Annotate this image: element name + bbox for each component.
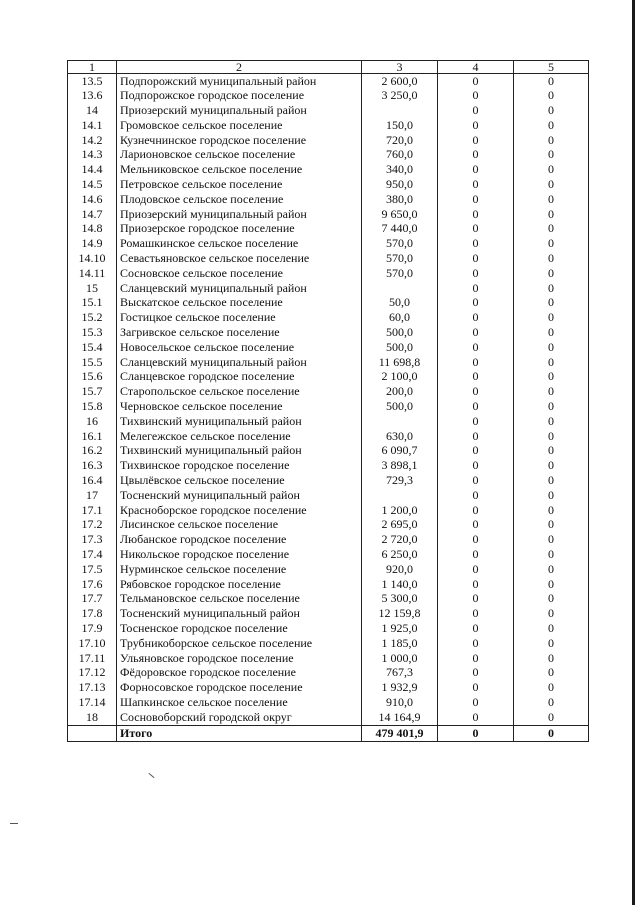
row-name: Ульяновское городское поселение (117, 651, 362, 666)
row-col4: 0 (438, 474, 514, 489)
table-row (68, 459, 589, 474)
row-number: 17.5 (68, 562, 117, 577)
row-name: Петровское сельское поселение (117, 178, 362, 193)
row-name: Красноборское городское поселение (117, 503, 362, 518)
column-header: 3 (362, 61, 438, 74)
row-number: 15.7 (68, 385, 117, 400)
row-col5: 0 (514, 429, 589, 444)
row-col5: 0 (514, 651, 589, 666)
row-amount (362, 488, 438, 503)
row-col4: 0 (438, 163, 514, 178)
row-name: Сосновоборский городской округ (117, 710, 362, 725)
row-col4: 0 (438, 607, 514, 622)
table-row (68, 178, 589, 193)
table-row (68, 636, 589, 651)
row-col5: 0 (514, 148, 589, 163)
row-col4: 0 (438, 577, 514, 592)
row-name: Никольское городское поселение (117, 548, 362, 563)
row-number: 17.9 (68, 621, 117, 636)
table-row (68, 296, 589, 311)
row-name: Тельмановское сельское поселение (117, 592, 362, 607)
row-number: 14.11 (68, 266, 117, 281)
row-col5: 0 (514, 533, 589, 548)
table-row (68, 533, 589, 548)
table-row (68, 74, 589, 89)
table-row (68, 681, 589, 696)
row-amount: 11 698,8 (362, 355, 438, 370)
table-row (68, 414, 589, 429)
row-col4: 0 (438, 488, 514, 503)
row-number: 17.13 (68, 681, 117, 696)
table-row (68, 488, 589, 503)
row-amount (362, 104, 438, 119)
row-amount: 570,0 (362, 237, 438, 252)
row-col5: 0 (514, 326, 589, 341)
row-col4: 0 (438, 237, 514, 252)
row-name: Тихвинский муниципальный район (117, 414, 362, 429)
row-name: Трубникоборское сельское поселение (117, 636, 362, 651)
row-number: 17.1 (68, 503, 117, 518)
row-name: Цвылёвское сельское поселение (117, 474, 362, 489)
row-name: Лисинское сельское поселение (117, 518, 362, 533)
row-col4: 0 (438, 503, 514, 518)
row-col5: 0 (514, 666, 589, 681)
row-name: Кузнечнинское городское поселение (117, 133, 362, 148)
row-number: 15.4 (68, 340, 117, 355)
table-row (68, 503, 589, 518)
row-amount: 2 600,0 (362, 74, 438, 89)
table-row (68, 592, 589, 607)
table-row (68, 385, 589, 400)
row-name: Громовское сельское поселение (117, 118, 362, 133)
row-amount: 720,0 (362, 133, 438, 148)
row-amount: 760,0 (362, 148, 438, 163)
row-col5: 0 (514, 695, 589, 710)
row-name: Гостицкое сельское поселение (117, 311, 362, 326)
row-name: Тосненский муниципальный район (117, 607, 362, 622)
table-row (68, 266, 589, 281)
row-col4: 0 (438, 192, 514, 207)
row-amount (362, 414, 438, 429)
total-row (68, 726, 589, 742)
row-col4: 0 (438, 104, 514, 119)
row-col4: 0 (438, 429, 514, 444)
row-name: Сланцевский муниципальный район (117, 355, 362, 370)
row-amount: 1 000,0 (362, 651, 438, 666)
row-col5: 0 (514, 178, 589, 193)
row-col4: 0 (438, 548, 514, 563)
row-name: Ромашкинское сельское поселение (117, 237, 362, 252)
row-col5: 0 (514, 636, 589, 651)
row-col5: 0 (514, 133, 589, 148)
total-number-cell (68, 726, 117, 742)
table-row (68, 281, 589, 296)
table-footer (68, 726, 589, 742)
row-name: Сланцевский муниципальный район (117, 281, 362, 296)
row-number: 14.5 (68, 178, 117, 193)
row-col4: 0 (438, 533, 514, 548)
row-name: Старопольское сельское поселение (117, 385, 362, 400)
row-col4: 0 (438, 636, 514, 651)
row-number: 17.3 (68, 533, 117, 548)
row-number: 16.1 (68, 429, 117, 444)
row-col5: 0 (514, 89, 589, 104)
total-amount: 479 401,9 (362, 726, 438, 742)
row-name: Плодовское сельское поселение (117, 192, 362, 207)
row-col4: 0 (438, 178, 514, 193)
row-number: 15.8 (68, 400, 117, 415)
row-name: Приозерский муниципальный район (117, 207, 362, 222)
table-row (68, 163, 589, 178)
table-row (68, 710, 589, 725)
row-amount: 1 925,0 (362, 621, 438, 636)
row-amount: 500,0 (362, 326, 438, 341)
row-col4: 0 (438, 651, 514, 666)
row-number: 17.8 (68, 607, 117, 622)
row-col5: 0 (514, 592, 589, 607)
row-amount: 380,0 (362, 192, 438, 207)
row-col5: 0 (514, 710, 589, 725)
row-col4: 0 (438, 592, 514, 607)
row-col5: 0 (514, 163, 589, 178)
row-col4: 0 (438, 444, 514, 459)
row-amount: 6 090,7 (362, 444, 438, 459)
row-number: 14.4 (68, 163, 117, 178)
row-amount: 60,0 (362, 311, 438, 326)
row-name: Подпорожский муниципальный район (117, 74, 362, 89)
row-amount: 1 185,0 (362, 636, 438, 651)
row-amount: 920,0 (362, 562, 438, 577)
row-amount: 7 440,0 (362, 222, 438, 237)
row-col5: 0 (514, 370, 589, 385)
row-number: 15.1 (68, 296, 117, 311)
row-number: 17.14 (68, 695, 117, 710)
row-col5: 0 (514, 548, 589, 563)
row-amount: 630,0 (362, 429, 438, 444)
row-col4: 0 (438, 74, 514, 89)
row-number: 13.5 (68, 74, 117, 89)
row-col5: 0 (514, 503, 589, 518)
row-name: Выскатское сельское поселение (117, 296, 362, 311)
column-header: 5 (514, 61, 589, 74)
row-number: 16.4 (68, 474, 117, 489)
row-col5: 0 (514, 414, 589, 429)
row-amount: 12 159,8 (362, 607, 438, 622)
row-col5: 0 (514, 222, 589, 237)
row-col5: 0 (514, 296, 589, 311)
scan-mark (10, 823, 18, 824)
row-col5: 0 (514, 474, 589, 489)
row-col5: 0 (514, 607, 589, 622)
row-amount: 340,0 (362, 163, 438, 178)
row-name: Подпорожское городское поселение (117, 89, 362, 104)
row-col5: 0 (514, 385, 589, 400)
row-col4: 0 (438, 148, 514, 163)
row-number: 17.6 (68, 577, 117, 592)
row-number: 16 (68, 414, 117, 429)
row-col4: 0 (438, 370, 514, 385)
row-number: 17.12 (68, 666, 117, 681)
row-name: Тосненский муниципальный район (117, 488, 362, 503)
row-amount: 9 650,0 (362, 207, 438, 222)
row-number: 14.10 (68, 252, 117, 267)
row-col5: 0 (514, 400, 589, 415)
table-row (68, 192, 589, 207)
row-col4: 0 (438, 266, 514, 281)
row-name: Мелегежское сельское поселение (117, 429, 362, 444)
row-number: 14.1 (68, 118, 117, 133)
row-col4: 0 (438, 207, 514, 222)
row-col4: 0 (438, 311, 514, 326)
row-number: 15.2 (68, 311, 117, 326)
table-row (68, 474, 589, 489)
row-col5: 0 (514, 104, 589, 119)
table-row (68, 311, 589, 326)
row-col4: 0 (438, 385, 514, 400)
row-col4: 0 (438, 252, 514, 267)
row-amount: 910,0 (362, 695, 438, 710)
row-col4: 0 (438, 621, 514, 636)
row-number: 17.7 (68, 592, 117, 607)
table-row (68, 148, 589, 163)
table-body (68, 74, 589, 726)
row-name: Черновское сельское поселение (117, 400, 362, 415)
table-row (68, 400, 589, 415)
table-row (68, 222, 589, 237)
row-col5: 0 (514, 518, 589, 533)
row-name: Новосельское сельское поселение (117, 340, 362, 355)
row-number: 14.2 (68, 133, 117, 148)
row-col5: 0 (514, 577, 589, 592)
total-label: Итого (117, 726, 362, 742)
row-number: 14.3 (68, 148, 117, 163)
row-name: Мельниковское сельское поселение (117, 163, 362, 178)
row-number: 17.11 (68, 651, 117, 666)
table-row (68, 666, 589, 681)
row-amount: 50,0 (362, 296, 438, 311)
table-header (68, 61, 589, 74)
row-col5: 0 (514, 681, 589, 696)
row-amount (362, 281, 438, 296)
row-col4: 0 (438, 518, 514, 533)
row-col4: 0 (438, 681, 514, 696)
table-row (68, 207, 589, 222)
row-col5: 0 (514, 192, 589, 207)
table-row (68, 104, 589, 119)
row-amount: 2 720,0 (362, 533, 438, 548)
row-amount: 2 695,0 (362, 518, 438, 533)
table-row (68, 607, 589, 622)
row-col4: 0 (438, 296, 514, 311)
table-row (68, 340, 589, 355)
row-col4: 0 (438, 400, 514, 415)
table-row (68, 370, 589, 385)
row-number: 15.6 (68, 370, 117, 385)
row-number: 14.9 (68, 237, 117, 252)
row-col5: 0 (514, 237, 589, 252)
row-amount: 150,0 (362, 118, 438, 133)
row-col5: 0 (514, 488, 589, 503)
table-row (68, 444, 589, 459)
row-name: Севастьяновское сельское поселение (117, 252, 362, 267)
row-col5: 0 (514, 266, 589, 281)
row-amount: 570,0 (362, 266, 438, 281)
row-number: 15.5 (68, 355, 117, 370)
table-row (68, 355, 589, 370)
column-header: 1 (68, 61, 117, 74)
total-col5: 0 (514, 726, 589, 742)
page-edge (632, 0, 635, 905)
scan-mark (148, 773, 154, 778)
row-col5: 0 (514, 74, 589, 89)
row-name: Нурминское сельское поселение (117, 562, 362, 577)
row-amount: 2 100,0 (362, 370, 438, 385)
row-col5: 0 (514, 252, 589, 267)
table-row (68, 133, 589, 148)
row-amount: 200,0 (362, 385, 438, 400)
row-number: 17.10 (68, 636, 117, 651)
row-name: Любанское городское поселение (117, 533, 362, 548)
row-number: 14 (68, 104, 117, 119)
row-number: 15.3 (68, 326, 117, 341)
row-col4: 0 (438, 222, 514, 237)
table-row (68, 548, 589, 563)
row-number: 16.2 (68, 444, 117, 459)
table-row (68, 562, 589, 577)
row-number: 14.8 (68, 222, 117, 237)
row-col5: 0 (514, 459, 589, 474)
row-col4: 0 (438, 340, 514, 355)
row-col5: 0 (514, 118, 589, 133)
table-row (68, 651, 589, 666)
table-row (68, 518, 589, 533)
row-col4: 0 (438, 414, 514, 429)
row-name: Рябовское городское поселение (117, 577, 362, 592)
row-amount: 1 200,0 (362, 503, 438, 518)
column-header: 4 (438, 61, 514, 74)
row-col4: 0 (438, 89, 514, 104)
row-name: Приозерское городское поселение (117, 222, 362, 237)
budget-table (67, 60, 589, 742)
row-number: 18 (68, 710, 117, 725)
row-amount: 5 300,0 (362, 592, 438, 607)
table-row (68, 326, 589, 341)
row-number: 15 (68, 281, 117, 296)
row-amount: 767,3 (362, 666, 438, 681)
row-name: Тихвинское городское поселение (117, 459, 362, 474)
row-amount: 1 140,0 (362, 577, 438, 592)
row-name: Приозерский муниципальный район (117, 104, 362, 119)
row-col5: 0 (514, 444, 589, 459)
row-col5: 0 (514, 207, 589, 222)
row-amount: 3 898,1 (362, 459, 438, 474)
row-name: Сосновское сельское поселение (117, 266, 362, 281)
row-amount: 14 164,9 (362, 710, 438, 725)
row-col4: 0 (438, 695, 514, 710)
row-col4: 0 (438, 710, 514, 725)
row-name: Загривское сельское поселение (117, 326, 362, 341)
row-col5: 0 (514, 621, 589, 636)
row-col5: 0 (514, 281, 589, 296)
table-row (68, 237, 589, 252)
row-amount: 6 250,0 (362, 548, 438, 563)
row-col5: 0 (514, 355, 589, 370)
row-col5: 0 (514, 311, 589, 326)
row-name: Фёдоровское городское поселение (117, 666, 362, 681)
table-row (68, 252, 589, 267)
row-number: 14.6 (68, 192, 117, 207)
row-amount: 500,0 (362, 340, 438, 355)
row-amount: 1 932,9 (362, 681, 438, 696)
row-number: 17 (68, 488, 117, 503)
row-amount: 570,0 (362, 252, 438, 267)
row-amount: 500,0 (362, 400, 438, 415)
total-col4: 0 (438, 726, 514, 742)
row-col4: 0 (438, 459, 514, 474)
row-col4: 0 (438, 562, 514, 577)
row-col4: 0 (438, 118, 514, 133)
table-row (68, 118, 589, 133)
row-number: 17.4 (68, 548, 117, 563)
row-col4: 0 (438, 281, 514, 296)
row-number: 14.7 (68, 207, 117, 222)
table-row (68, 89, 589, 104)
row-number: 13.6 (68, 89, 117, 104)
row-amount: 3 250,0 (362, 89, 438, 104)
row-number: 17.2 (68, 518, 117, 533)
row-name: Сланцевское городское поселение (117, 370, 362, 385)
table-row (68, 621, 589, 636)
row-col5: 0 (514, 562, 589, 577)
row-col4: 0 (438, 326, 514, 341)
table-row (68, 695, 589, 710)
column-header: 2 (117, 61, 362, 74)
row-name: Ларионовское сельское поселение (117, 148, 362, 163)
header-row (68, 61, 589, 74)
row-amount: 729,3 (362, 474, 438, 489)
row-name: Тосненское городское поселение (117, 621, 362, 636)
row-col5: 0 (514, 340, 589, 355)
row-col4: 0 (438, 355, 514, 370)
row-name: Шапкинское сельское поселение (117, 695, 362, 710)
row-col4: 0 (438, 133, 514, 148)
table-row (68, 429, 589, 444)
row-name: Тихвинский муниципальный район (117, 444, 362, 459)
row-col4: 0 (438, 666, 514, 681)
row-amount: 950,0 (362, 178, 438, 193)
row-name: Форносовское городское поселение (117, 681, 362, 696)
table-row (68, 577, 589, 592)
row-number: 16.3 (68, 459, 117, 474)
